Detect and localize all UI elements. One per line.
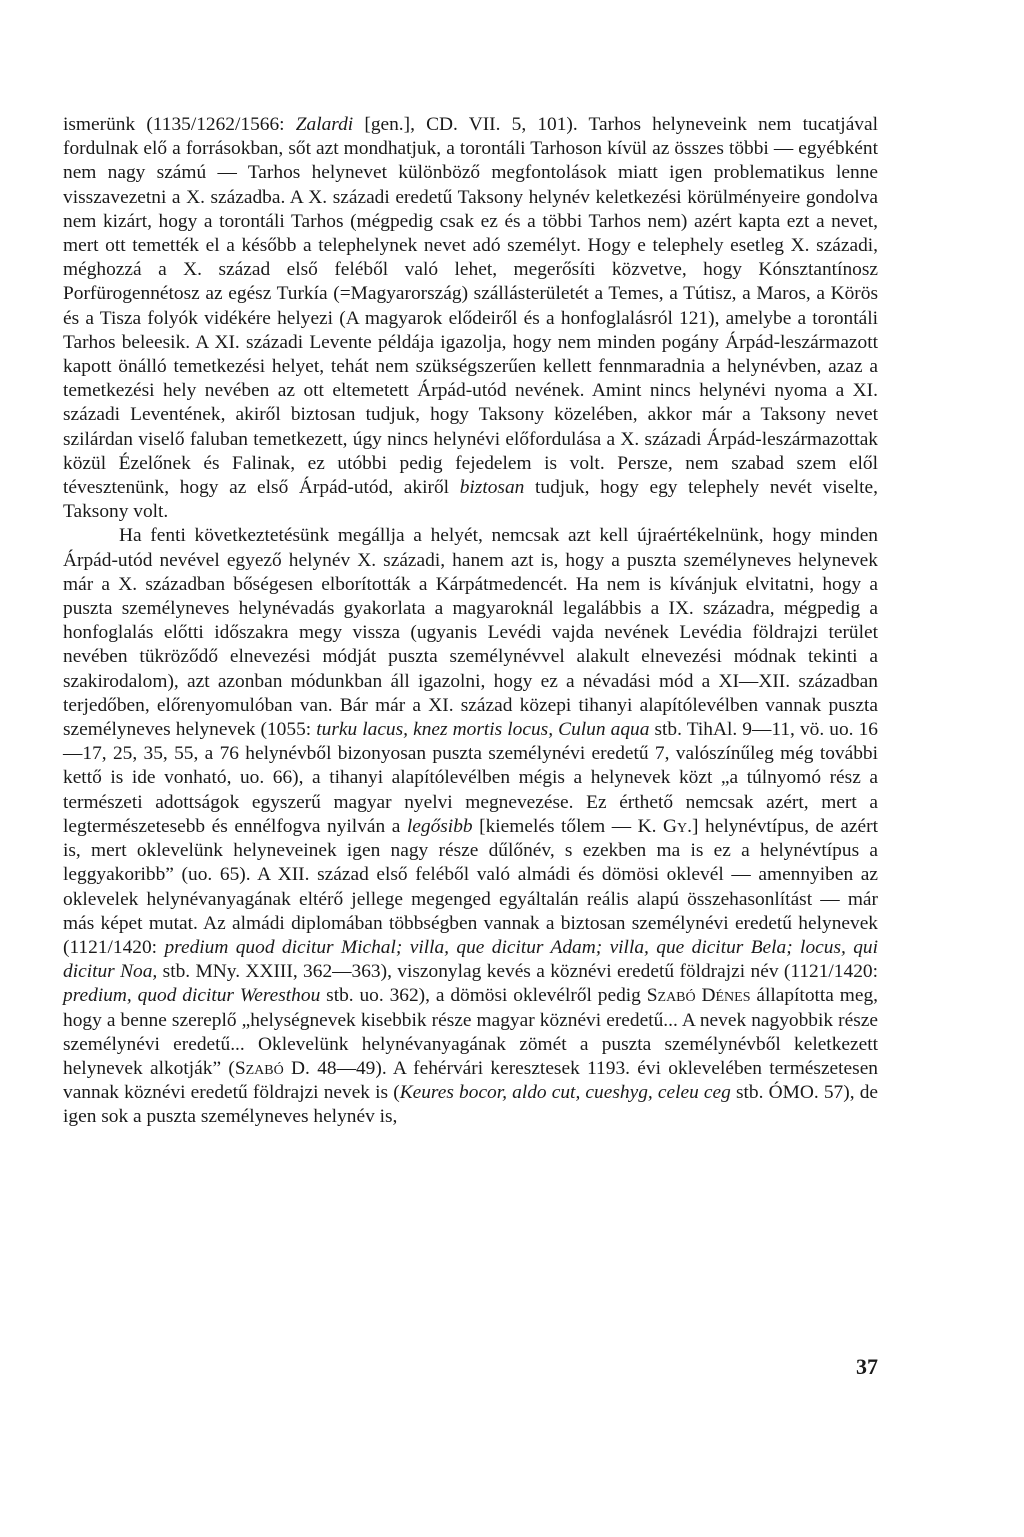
italic-text-run: predium, quod dicitur Weresthou xyxy=(63,985,321,1007)
text-run: Ha fenti következtetésünk megállja a helyét, nemcsak azt kell újraértékelnünk, hogy minden Árpád-utód nevével egyező helynév X. századi, hanem azt is, hogy a puszta személyneves helynevek már a X. században bőségesen elborították a Kárpátmedencét. Ha nem is kívánjuk elvitatni, hogy a puszta személyneves helynévadás gyakorlata a magyaroknál legalábbis a IX. századra, mégpedig a honfoglalás előtti időszakra megy vissza (ugyanis Levédi vajda nevének Levédia földrajzi terület nevében tükröződő elnevezési módját puszta személynévvel alakult elnevezési módnak tekinti a szakirodalom), azt azonban módunkban áll igazolni, hogy ez a névadási mód a XI—XII. században terjedőben, előrenyomulóban van. Bár már a XI. század közepi tihanyi alapítólevélben vannak puszta személyneves helynevek (1055: xyxy=(63,525,878,741)
text-run: .] helynévtípus, de azért is, mert oklevelünk helyneveinek igen nagy része dűlőnév, s ezekben ma is ez a helynévtípus a leggyakoribb” (uo. 65). A XII. század első feléből való almádi és dömösi oklevél — amennyiben az oklevelek helynévanyagának eltérő jellege megenged egyáltalán reális alapú összehasonlítást — már más képet mutat. Az almádi diplomában többségben vannak a biztosan személynévi eredetű helynevek (1121/1420: xyxy=(63,815,878,958)
paragraph xyxy=(63,524,878,1129)
small-caps-text-run: Szabó xyxy=(234,1057,284,1079)
text-run: stb. ÓMO. 57), de igen sok a puszta személyneves helynév is, xyxy=(63,1082,878,1128)
italic-text-run: Keures bocor, aldo cut, cueshyg, celeu ceg xyxy=(399,1082,731,1104)
italic-text-run: biztosan xyxy=(459,477,525,499)
italic-text-run: legősibb xyxy=(406,815,473,837)
text-run: stb. TihAl. 9—11, vö. uo. 16—17, 25, 35, 55, a 76 helynévből bizonyosan puszta személynévi eredetű 7, valószínűleg még további kettő is ide vonható, uo. 66), a tihanyi alapítólevélben mégis a helynevek közt „a túlnyomó rész a természeti adottságok egyszerű magyar nyelvi megnevezése. Ez érthető nemcsak azért, mert a legtermészetesebb és ennélfogva nyilván a xyxy=(63,719,878,837)
text-run: stb. MNy. XXIII, 362—363), viszonylag kevés a köznévi eredetű földrajzi név (1121/1420: xyxy=(157,961,878,983)
italic-text-run: turku lacus, knez mortis locus, Culun aqua xyxy=(316,719,650,741)
text-run: tudjuk, hogy egy telephely nevét viselte, Taksony volt. xyxy=(63,477,878,523)
text-run: állapította meg, hogy a benne szereplő „helységnevek kisebbik része magyar köznévi eredetű... A nevek nagyobbik része személynévi eredetű... Oklevelünk helynévanyagának zömét a puszta személynévből keletkezett helynevek alkotják” ( xyxy=(63,985,878,1079)
text-run: stb. uo. 362), a dömösi oklevélről pedig xyxy=(320,985,647,1007)
small-caps-text-run: Gy xyxy=(663,815,688,837)
paragraph xyxy=(63,113,878,524)
italic-text-run: Zalardi xyxy=(295,114,354,135)
text-run: [gen.], CD. VII. 5, 101). Tarhos helyneveink nem tucatjával fordulnak elő a forrásokban, sőt azt mondhatjuk, a torontáli Tarhoson kívül az összes többi — egyébként nem nagy számú — Tarhos helynevet különböző megfontolások miatt igen problematikus lenne visszavezetni a X. századba. A X. századi eredetű Taksony helynév keletkezési körülményeire gondolva nem kizárt, hogy a torontáli Tarhos (mégpedig csak ez és a többi Tarhos nem) azért kapta ezt a nevet, mert ott temették el a később a telephelynek nevet adó személyt. Hogy e telephely esetleg X. századi, méghozzá a X. század első feléből való lehet, megerősíti közvetve, hogy Kónsztantínosz Porfürogennétosz az egész Turkía (=Magyarország) szállásterületét a Temes, a Tútisz, a Maros, a Körös és a Tisza folyók vidékére helyezi (A magyarok elődeiről és a honfoglalásról 121), amelybe a torontáli Tarhos beleesik. A XI. századi Levente példája igazolja, hogy nem minden pogány Árpád-leszármazott kapott önálló temetkezési helyet, tehát nem szükségszerűen kellett fennmaradnia a helynévben, azaz a temetkezési hely nevében az ott eltemetett Árpád-utód nevének. Amint nincs helynévi nyoma a XI. századi Leventének, akiről biztosan tudjuk, hogy Taksony közelében, akkor már a Taksony nevet szilárdan viselő faluban temetkezett, úgy nincs helynévi előfordulása a X. századi Árpád-leszármazottak közül Ézelőnek és Falinak, ez utóbbi pedig fejedelem is volt. Persze, nem szabad szem elől tévesztenünk, hogy az első Árpád-utód, akiről xyxy=(63,114,878,499)
text-run: [kiemelés tőlem — K. xyxy=(472,815,664,837)
body-text xyxy=(63,113,878,1130)
text-run: D. 48—49). A fehérvári keresztesek 1193. évi oklevelében természetesen vannak köznévi eredetű földrajzi nevek is ( xyxy=(63,1057,879,1104)
page-number: 37 xyxy=(856,1354,878,1379)
text-run: ismerünk (1135/1262/1566: xyxy=(63,114,296,135)
italic-text-run: predium quod dicitur Michal; villa, que dicitur Adam; villa, que dicitur Bela; locus, qui dicitur Noa, xyxy=(63,936,878,983)
small-caps-text-run: Szabó Dénes xyxy=(646,985,751,1007)
